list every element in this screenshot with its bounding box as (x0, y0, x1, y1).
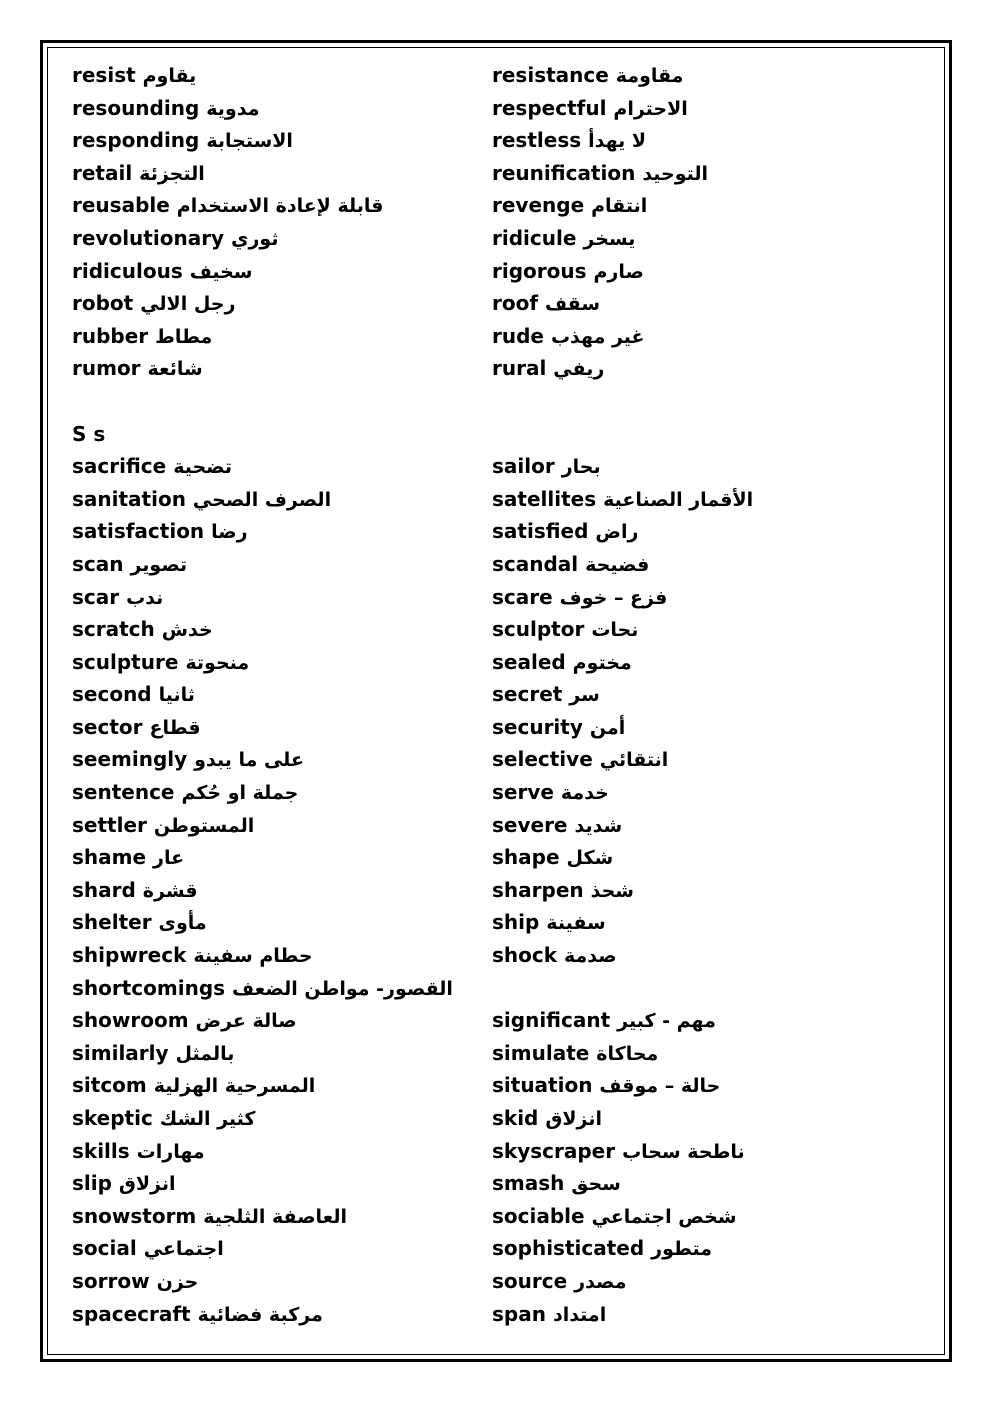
arabic-translation: أمن (589, 716, 626, 739)
vocabulary-entry-right (492, 1037, 658, 1070)
english-word: robot (72, 291, 134, 316)
english-word: sentence (72, 780, 175, 805)
vocabulary-list (72, 59, 932, 1330)
arabic-translation: مدوية (206, 97, 260, 120)
arabic-translation: فزع – خوف (559, 586, 668, 609)
english-word: ridicule (492, 225, 577, 250)
vocabulary-entry-right (492, 809, 622, 842)
arabic-translation: مطاط (155, 325, 213, 348)
english-word: skyscraper (492, 1138, 616, 1163)
section-heading: S s (72, 421, 106, 446)
arabic-translation: صدمة (564, 945, 617, 968)
arabic-translation: كثير الشك (159, 1108, 256, 1130)
arabic-translation: فضيحة (585, 553, 650, 576)
vocabulary-entry-right (492, 939, 617, 972)
arabic-translation: سقف (545, 293, 601, 316)
vocabulary-row (72, 320, 932, 353)
english-word: skills (72, 1138, 130, 1163)
arabic-translation: يقاوم (142, 65, 197, 87)
vocabulary-entry-right (492, 678, 600, 711)
arabic-translation: حالة – موقف (599, 1075, 721, 1098)
arabic-translation: الاستجابة (206, 130, 293, 153)
vocabulary-entry-right (492, 841, 613, 874)
vocabulary-row (72, 222, 932, 255)
english-word: reunification (492, 160, 636, 185)
vocabulary-row (72, 157, 932, 190)
arabic-translation: شديد (574, 814, 623, 837)
vocabulary-entry-left (72, 515, 248, 548)
arabic-translation: مركبة فضائية (197, 1303, 323, 1326)
arabic-translation: الاحترام (613, 97, 688, 120)
vocabulary-row (72, 1167, 932, 1200)
arabic-translation: متطور (651, 1238, 713, 1261)
english-word: sealed (492, 649, 566, 674)
english-word: shame (72, 845, 147, 870)
vocabulary-entry-right (492, 255, 644, 288)
english-word: seemingly (72, 747, 188, 772)
vocabulary-entry-right (492, 743, 668, 776)
vocabulary-row (72, 1069, 932, 1102)
vocabulary-entry-left (72, 1069, 315, 1102)
english-word: scan (72, 551, 124, 576)
vocabulary-entry-right (492, 906, 606, 939)
vocabulary-entry-left (72, 613, 213, 646)
vocabulary-entry-right (492, 483, 753, 516)
vocabulary-row (72, 874, 932, 907)
english-word: security (492, 714, 583, 739)
arabic-translation: قطاع (149, 716, 201, 739)
arabic-translation: بحار (561, 456, 601, 479)
english-word: scare (492, 584, 553, 609)
english-word: satisfied (492, 519, 589, 544)
arabic-translation: التوحيد (642, 162, 709, 185)
vocabulary-entry-right (492, 124, 646, 157)
arabic-translation: رضا (211, 521, 248, 544)
vocabulary-row (72, 939, 932, 972)
vocabulary-entry-right (492, 1069, 720, 1102)
vocabulary-entry-left (72, 939, 313, 972)
english-word: skeptic (72, 1106, 153, 1130)
vocabulary-row (72, 711, 932, 744)
english-word: sculptor (492, 617, 585, 642)
vocabulary-entry-left (72, 1200, 347, 1233)
vocabulary-entry-left (72, 157, 205, 190)
vocabulary-entry-right (492, 776, 609, 809)
arabic-translation: القصور- مواطن الضعف (232, 977, 453, 1000)
vocabulary-entry-right (492, 92, 688, 125)
english-word: skid (492, 1106, 539, 1130)
arabic-translation: العاصفة الثلجية (203, 1205, 348, 1228)
english-word: sector (72, 714, 143, 739)
english-word: responding (72, 128, 200, 153)
vocabulary-entry-left (72, 320, 212, 353)
vocabulary-entry-right (492, 1200, 737, 1233)
english-word: simulate (492, 1040, 590, 1065)
english-word: satellites (492, 486, 597, 511)
arabic-translation: التجزئة (139, 162, 205, 185)
vocabulary-entry-left (72, 1037, 234, 1070)
english-word: serve (492, 780, 554, 805)
arabic-translation: تضحية (173, 456, 233, 479)
arabic-translation: بالمثل (175, 1042, 235, 1065)
vocabulary-entry-left (72, 255, 252, 288)
vocabulary-row (72, 287, 932, 320)
english-word: secret (492, 682, 563, 707)
english-word: sharpen (492, 877, 584, 902)
arabic-translation: تصوير (130, 553, 188, 576)
arabic-translation: ثانيا (158, 684, 195, 707)
arabic-translation: المسرحية الهزلية (153, 1075, 316, 1098)
section-heading-row (72, 418, 932, 451)
vocabulary-entry-right (492, 1135, 745, 1168)
arabic-translation: انزلاق (545, 1108, 602, 1130)
vocabulary-entry-right (492, 352, 604, 385)
arabic-translation: انزلاق (118, 1173, 176, 1196)
vocabulary-row (72, 352, 932, 385)
vocabulary-row (72, 59, 932, 92)
arabic-translation: حطام سفينة (193, 945, 313, 968)
arabic-translation: ناطحة سحاب (622, 1140, 745, 1163)
vocabulary-entry-right (492, 157, 708, 190)
vocabulary-entry-left (72, 1135, 205, 1168)
arabic-translation: رجل الالي (140, 293, 236, 316)
english-word: second (72, 682, 152, 707)
english-word: scratch (72, 617, 155, 642)
vocabulary-row (72, 548, 932, 581)
arabic-translation: الأقمار الصناعية (603, 488, 754, 511)
vocabulary-row (72, 1298, 932, 1331)
arabic-translation: سفينة (546, 912, 606, 935)
arabic-translation: امتداد (552, 1303, 607, 1326)
vocabulary-entry-right (492, 222, 635, 255)
vocabulary-entry-left (72, 1004, 297, 1037)
english-word: sacrifice (72, 454, 167, 479)
english-word: scandal (492, 551, 579, 576)
vocabulary-entry-left (72, 352, 203, 385)
english-word: rude (492, 323, 544, 348)
vocabulary-entry-left (72, 1232, 224, 1265)
english-word: rural (492, 356, 547, 381)
arabic-translation: ثوري (231, 227, 279, 250)
vocabulary-entry-left (72, 222, 278, 255)
vocabulary-row (72, 92, 932, 125)
arabic-translation: حزن (156, 1270, 199, 1293)
vocabulary-entry-left (72, 581, 163, 614)
english-word: shard (72, 877, 136, 902)
vocabulary-row (72, 483, 932, 516)
english-word: scar (72, 584, 120, 609)
vocabulary-row (72, 515, 932, 548)
vocabulary-entry-right (492, 646, 632, 679)
arabic-translation: منحوتة (185, 651, 250, 674)
arabic-translation: نحات (591, 619, 639, 642)
vocabulary-row (72, 189, 932, 222)
english-word: severe (492, 812, 568, 837)
vocabulary-entry-right (492, 1265, 627, 1298)
vocabulary-row (72, 613, 932, 646)
english-word: shipwreck (72, 943, 187, 968)
arabic-translation: خدش (161, 619, 213, 642)
vocabulary-entry-left (72, 189, 383, 222)
vocabulary-row (72, 1102, 932, 1135)
english-word: sailor (492, 454, 555, 479)
arabic-translation: سحق (571, 1173, 621, 1196)
english-word: rubber (72, 323, 149, 348)
vocabulary-entry-left (72, 711, 201, 744)
arabic-translation: انتقائي (599, 749, 669, 772)
arabic-translation: مختوم (572, 651, 632, 674)
english-word: respectful (492, 95, 607, 120)
vocabulary-entry-left (72, 646, 249, 679)
vocabulary-row (72, 1265, 932, 1298)
arabic-translation: صارم (593, 260, 644, 283)
vocabulary-entry-left (72, 1102, 255, 1135)
english-word: revolutionary (72, 225, 225, 250)
vocabulary-row (72, 581, 932, 614)
vocabulary-entry-right (492, 515, 638, 548)
arabic-translation: اجتماعي (143, 1238, 224, 1261)
arabic-translation: مهم - كبير (617, 1010, 716, 1033)
english-word: sculpture (72, 649, 179, 674)
english-word: sitcom (72, 1073, 147, 1098)
english-word: revenge (492, 193, 585, 218)
english-word: similarly (72, 1040, 169, 1065)
english-word: shape (492, 845, 560, 870)
vocabulary-entry-right (492, 581, 667, 614)
vocabulary-entry-left (72, 776, 298, 809)
english-word: rigorous (492, 258, 587, 283)
vocabulary-entry-left (72, 450, 232, 483)
vocabulary-row (72, 678, 932, 711)
vocabulary-entry-right (492, 287, 600, 320)
arabic-translation: صالة عرض (195, 1010, 297, 1033)
arabic-translation: خدمة (560, 782, 609, 805)
english-word: reusable (72, 193, 170, 218)
english-word: significant (492, 1008, 611, 1033)
english-word: showroom (72, 1008, 189, 1033)
arabic-translation: على ما يبدو (194, 749, 304, 772)
arabic-translation: يسخر (583, 227, 636, 250)
vocabulary-entry-right (492, 1167, 621, 1200)
vocabulary-row (72, 1004, 932, 1037)
vocabulary-entry-right (492, 1298, 606, 1331)
vocabulary-row (72, 1200, 932, 1233)
vocabulary-entry-left (72, 483, 331, 516)
arabic-translation: قشرة (142, 879, 198, 902)
vocabulary-row (72, 743, 932, 776)
vocabulary-entry-right (492, 189, 647, 222)
vocabulary-entry-left (72, 841, 184, 874)
vocabulary-entry-left (72, 1298, 323, 1331)
arabic-translation: سر (569, 684, 600, 707)
arabic-translation: لا يهدأ (588, 130, 647, 153)
vocabulary-entry-right (492, 59, 683, 92)
vocabulary-entry-right (492, 1102, 602, 1135)
english-word: situation (492, 1073, 593, 1098)
vocabulary-row (72, 906, 932, 939)
english-word: selective (492, 747, 593, 772)
vocabulary-entry-left (72, 906, 207, 939)
vocabulary-entry-left (72, 809, 254, 842)
vocabulary-entry-left (72, 743, 304, 776)
vocabulary-row (72, 255, 932, 288)
vocabulary-row (72, 124, 932, 157)
english-word: ship (492, 910, 540, 935)
arabic-translation: شخص اجتماعي (591, 1205, 737, 1228)
vocabulary-row (72, 809, 932, 842)
arabic-translation: سخيف (189, 260, 253, 283)
english-word: sophisticated (492, 1236, 645, 1261)
arabic-translation: جملة او حُكم (181, 782, 299, 805)
english-word: shelter (72, 910, 152, 935)
english-word: snowstorm (72, 1203, 197, 1228)
english-word: spacecraft (72, 1301, 191, 1326)
english-word: smash (492, 1171, 565, 1196)
english-word: roof (492, 291, 539, 316)
vocabulary-entry-left (72, 874, 198, 907)
arabic-translation: شائعة (147, 358, 203, 381)
vocabulary-entry-right (492, 320, 645, 353)
vocabulary-entry-right (492, 1232, 712, 1265)
vocabulary-row (72, 1037, 932, 1070)
arabic-translation: راض (595, 521, 639, 544)
english-word: resistance (492, 63, 609, 87)
arabic-translation: الصرف الصحي (192, 488, 332, 511)
vocabulary-entry-left (72, 1167, 176, 1200)
vocabulary-row (72, 646, 932, 679)
arabic-translation: عار (153, 847, 185, 870)
english-word: source (492, 1268, 568, 1293)
arabic-translation: مقاومة (615, 65, 684, 87)
english-word: sanitation (72, 486, 186, 511)
vocabulary-row (72, 1135, 932, 1168)
arabic-translation: قابلة لإعادة الاستخدام (176, 195, 384, 218)
vocabulary-entry-left (72, 678, 195, 711)
english-word: ridiculous (72, 258, 183, 283)
arabic-translation: شحذ (590, 879, 634, 902)
vocabulary-entry-left (72, 1265, 198, 1298)
vocabulary-row (72, 1232, 932, 1265)
vocabulary-row (72, 776, 932, 809)
english-word: settler (72, 812, 147, 837)
arabic-translation: ريفي (553, 358, 605, 381)
arabic-translation: ندب (126, 586, 164, 609)
vocabulary-entry-left (72, 548, 187, 581)
english-word: restless (492, 128, 582, 153)
english-word: resist (72, 63, 136, 87)
arabic-translation: مصدر (574, 1270, 627, 1293)
arabic-translation: غير مهذب (550, 325, 645, 348)
vocabulary-entry-left (72, 972, 453, 1005)
english-word: social (72, 1236, 137, 1261)
english-word: satisfaction (72, 519, 205, 544)
vocabulary-entry-right (492, 874, 634, 907)
vocabulary-entry-left (72, 287, 235, 320)
vocabulary-row (72, 972, 932, 1005)
arabic-translation: شكل (566, 847, 614, 870)
vocabulary-entry-right (492, 711, 625, 744)
arabic-translation: انتقام (591, 195, 648, 218)
vocabulary-entry-left (72, 92, 259, 125)
vocabulary-entry-right (492, 1004, 716, 1037)
vocabulary-row (72, 841, 932, 874)
english-word: slip (72, 1171, 112, 1196)
english-word: rumor (72, 356, 141, 381)
vocabulary-entry-right (492, 613, 638, 646)
vocabulary-entry-right (492, 548, 649, 581)
arabic-translation: مأوى (158, 912, 207, 935)
vocabulary-row (72, 450, 932, 483)
english-word: shock (492, 943, 558, 968)
english-word: sociable (492, 1203, 585, 1228)
english-word: shortcomings (72, 975, 226, 1000)
vocabulary-row (72, 385, 932, 418)
english-word: retail (72, 160, 133, 185)
vocabulary-entry-left (72, 124, 293, 157)
vocabulary-entry-left (72, 59, 196, 92)
vocabulary-entry-right (492, 450, 601, 483)
arabic-translation: محاكاة (596, 1042, 659, 1065)
english-word: span (492, 1301, 546, 1326)
english-word: resounding (72, 95, 200, 120)
arabic-translation: مهارات (136, 1140, 205, 1163)
arabic-translation: المستوطن (153, 814, 255, 837)
english-word: sorrow (72, 1268, 150, 1293)
